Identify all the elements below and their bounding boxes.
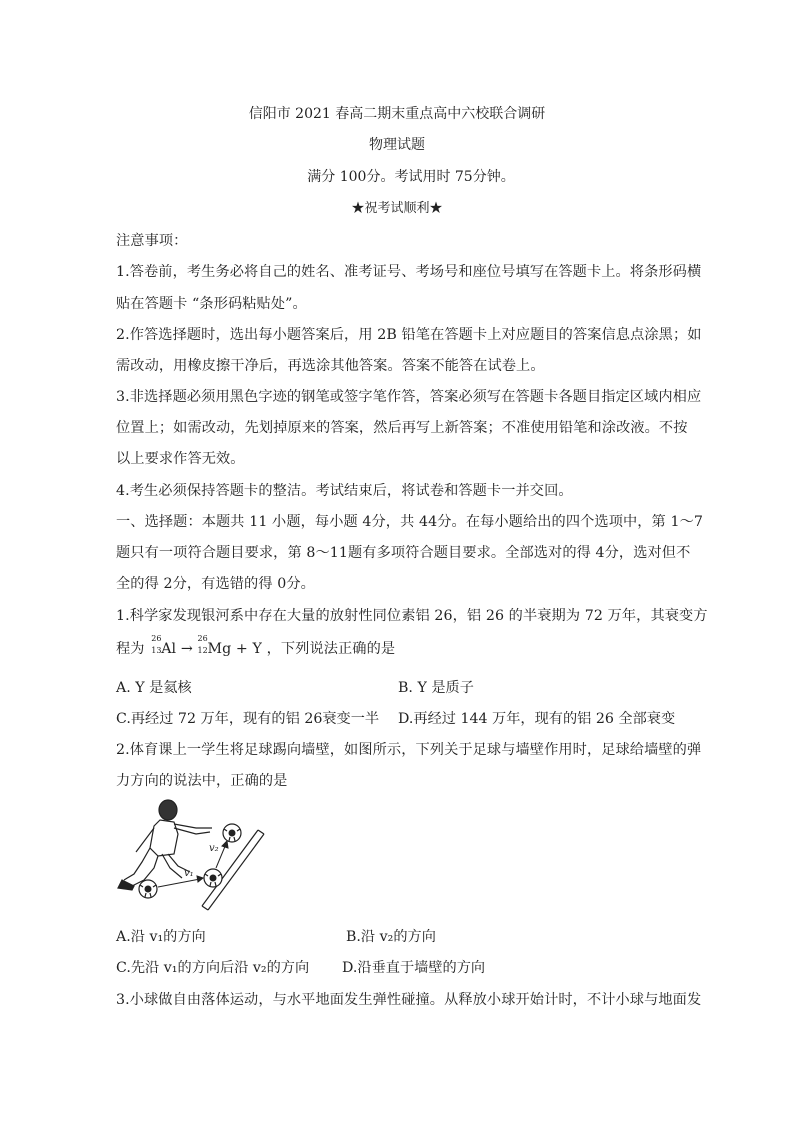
note-line: 3.非选择题必须用黑色字迹的钢笔或签字笔作答，答案必须写在答题卡各题目指定区域内相应: [116, 389, 702, 405]
v1-arrow: [158, 876, 203, 887]
decay-equation: [149, 634, 266, 657]
al-mass-number: 26: [151, 634, 162, 643]
mg-nuclide-numbers: [197, 634, 208, 655]
note-line: 2.作答选择题时，选出每小题答案后，用 2B 铅笔在答题卡上对应题目的答案信息点涂黑；如: [116, 327, 702, 343]
al-symbol: Al: [161, 641, 177, 657]
al-nuclide-numbers: [151, 634, 162, 655]
reaction-arrow: →: [180, 641, 193, 657]
notes-heading: 注意事项：: [116, 233, 188, 249]
question-1-stem: 1.科学家发现银河系中存在大量的放射性同位素铝 26，铝 26 的半衰期为 72 万年，其衰变方: [116, 608, 708, 624]
al-atomic-number: 13: [151, 646, 162, 655]
mg-mass-number: 26: [197, 634, 208, 643]
score-time-note: 满分 100分。考试用时 75分钟。: [307, 169, 515, 185]
note-line: 需改动，用橡皮擦干净后，再选涂其他答案。答案不能答在试卷上。: [116, 358, 545, 374]
v1-label: v₁: [184, 868, 194, 879]
soccer-ball: [139, 880, 157, 898]
note-line: 以上要求作答无效。: [116, 451, 245, 467]
q2-option-a: A.沿 v₁的方向: [116, 929, 206, 945]
note-line: 4.考生必须保持答题卡的整洁。考试结束后，将试卷和答题卡一并交回。: [116, 483, 573, 499]
section-instructions: 全的得 2分，有选错的得 0分。: [116, 576, 315, 592]
question-3-stem: 3.小球做自由落体运动，与水平地面发生弹性碰撞。从释放小球开始计时，不计小球与地面发: [116, 992, 702, 1008]
q2-option-d: D.沿垂直于墙壁的方向: [342, 960, 486, 976]
section-instructions: 一、选择题：本题共 11 小题，每小题 4分，共 44分。在每小题给出的四个选项中，第 1～7: [116, 514, 703, 530]
q2-option-b: B.沿 v₂的方向: [346, 929, 436, 945]
v2-label: v₂: [209, 843, 219, 854]
q1-option-b: B. Y 是质子: [398, 680, 474, 696]
q1-option-a: A. Y 是氦核: [116, 680, 192, 696]
q1-suffix: ，下列说法正确的是: [266, 641, 396, 657]
note-line: 1.答卷前，考生务必将自己的姓名、准考证号、考场号和座位号填写在答题卡上。将条形码横: [116, 264, 702, 280]
section-instructions: 题只有一项符合题目要求，第 8～11题有多项符合题目要求。全部选对的得 4分，选对但不: [116, 545, 691, 561]
subject-title: 物理试题: [369, 137, 425, 153]
good-luck-wish: ★祝考试顺利★: [351, 201, 443, 216]
question-2-stem: 2.体育课上一学生将足球踢向墙壁，如图所示，下列关于足球与墙壁作用时，足球给墙壁的弹: [116, 742, 702, 758]
q1-prefix: 程为: [116, 641, 145, 657]
soccer-ball: [204, 869, 222, 887]
kicking-ball-figure: [112, 794, 268, 912]
q1-option-c: C.再经过 72 万年，现有的铝 26衰变一半: [116, 711, 380, 727]
note-line: 贴在答题卡 “条形码粘贴处”。: [116, 296, 307, 312]
note-line: 位置上；如需改动，先划掉原来的答案，然后再写上新答案；不准使用铅笔和涂改液。不按: [116, 420, 688, 436]
exam-title: 信阳市 2021 春高二期末重点高中六校联合调研: [248, 106, 546, 122]
soccer-ball: [223, 824, 241, 842]
question-1-equation-line: [116, 634, 396, 658]
q2-option-c: C.先沿 v₁的方向后沿 v₂的方向: [116, 960, 310, 976]
mg-atomic-number: 12: [197, 646, 208, 655]
q1-option-d: D.再经过 144 万年，现有的铝 26 全部衰变: [398, 711, 676, 727]
question-2-stem: 力方向的说法中，正确的是: [116, 773, 288, 789]
plus-y: + Y: [235, 641, 262, 657]
mg-symbol: Mg: [207, 641, 232, 657]
